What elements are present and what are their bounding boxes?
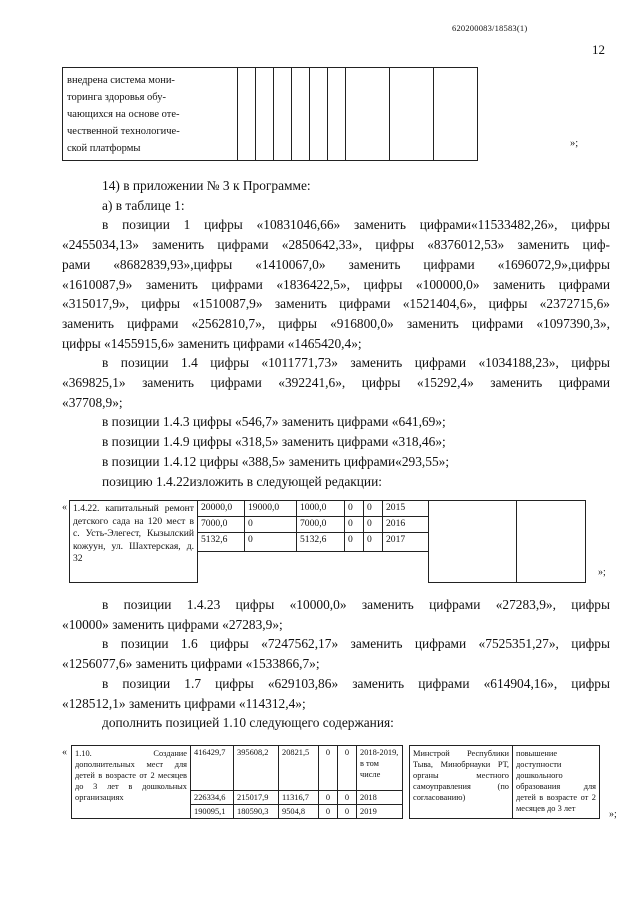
table-cell-empty (274, 68, 292, 161)
table-continuation (62, 67, 478, 161)
table-cell: 215017,9 (234, 791, 279, 805)
table-cell: 20000,0 (198, 501, 245, 517)
text-line: а) в таблице 1: (102, 197, 185, 213)
table-cell: 0 (345, 533, 364, 552)
table-cell: 180590,3 (234, 805, 279, 819)
table-cell-empty (517, 501, 586, 583)
text-line: «2455034,13» заменить цифрами «2850642,33», цифры «8376012,53» заменить циф- (62, 237, 610, 253)
amendment-text-block-2 (62, 595, 610, 733)
text-line: «315017,9», цифры «1510087,9» заменить цифрами «1521404,6», цифры «2372715,6» (62, 296, 610, 312)
closing-quote: »; (609, 809, 617, 820)
text-line: в позиции 1.4 цифры «1011771,73» заменить цифрами «1034188,23», цифры (102, 355, 610, 371)
table-cell: 7000,0 (198, 517, 245, 533)
table-cell-result: повышение доступности дошкольного образования для детей в возрасте от 2 месяцев до 3 лет (513, 746, 600, 819)
table-cell: 0 (364, 501, 383, 517)
cell-line: чественной технологиче- (67, 126, 180, 137)
cell-line: ской платформы (67, 143, 141, 154)
text-line: рами «8682839,93»,цифры «1410067,0» заменить цифрами «1696072,9»,цифры (62, 256, 610, 272)
text-line: в позиции 1.4.23 цифры «10000,0» заменить цифрами «27283,9», цифры (102, 597, 610, 612)
table-cell: 7000,0 (297, 517, 345, 533)
cell-line: торинга здоровья обу- (67, 92, 166, 103)
table-cell: 11316,7 (279, 791, 319, 805)
table-cell: 416429,7 (191, 746, 234, 791)
table-cell: 0 (245, 517, 297, 533)
text-line: в позиции 1.6 цифры «7247562,17» заменить цифрами «7525351,27», цифры (102, 636, 610, 652)
table-spacer (198, 552, 429, 583)
table-cell-empty (328, 68, 346, 161)
table-cell: 5132,6 (297, 533, 345, 552)
table-cell: 19000,0 (245, 501, 297, 517)
text-line: в позиции 1.4.9 цифры «318,5» заменить цифрами «318,46»; (102, 434, 446, 450)
table-cell: 0 (319, 746, 338, 791)
table-cell: 0 (364, 533, 383, 552)
table-cell: 0 (364, 517, 383, 533)
table-cell-year: 2017 (383, 533, 429, 552)
page-number: 12 (592, 42, 605, 57)
table-cell: 395608,2 (234, 746, 279, 791)
table-cell: 20821,5 (279, 746, 319, 791)
table-cell: 226334,6 (191, 791, 234, 805)
table-position-1-10 (71, 745, 600, 819)
closing-quote: »; (570, 138, 579, 149)
text-line: «1256077,6» заменить цифрами «1533866,7»; (62, 656, 320, 672)
table-cell: 0 (338, 805, 357, 819)
table-cell: 0 (245, 533, 297, 552)
table-cell: 0 (345, 501, 364, 517)
table-cell: 9504,8 (279, 805, 319, 819)
table-cell-empty (390, 68, 434, 161)
table-cell-year: 2016 (383, 517, 429, 533)
table-cell-executor: Минстрой Республики Тыва, Минобрнауки РТ, органы местного самоуправления (по согласованию) (410, 746, 513, 819)
table-cell-description (63, 68, 238, 161)
table-cell-empty (292, 68, 310, 161)
text-line: «1610087,9» заменить цифрами «1836422,5», цифры «100000,0» заменить цифрами (62, 276, 610, 292)
table-cell-year: 2019 (357, 805, 403, 819)
text-line: в позиции 1.4.3 цифры «546,7» заменить цифрами «641,69»; (102, 414, 446, 430)
document-id: 620200083/18583(1) (452, 23, 528, 33)
table-cell-empty (346, 68, 390, 161)
cell-line: чающихся на основе оте- (67, 109, 180, 120)
text-line: «128512,1» заменить цифрами «114312,4»; (62, 695, 306, 711)
cell-line: внедрена система мони- (67, 75, 175, 86)
table-cell-empty (434, 68, 478, 161)
text-line: 14) в приложении № 3 к Программе: (102, 178, 311, 193)
table-cell: 190095,1 (191, 805, 234, 819)
table-cell: 0 (338, 746, 357, 791)
table-cell-empty (238, 68, 256, 161)
text-line: «37708,9»; (62, 394, 123, 410)
text-line: позицию 1.4.22изложить в следующей редакции: (102, 473, 382, 489)
table-gap (403, 746, 410, 819)
table-cell-empty (429, 501, 517, 583)
opening-quote: « (62, 747, 67, 758)
table-cell: 0 (319, 791, 338, 805)
text-line: в позиции 1 цифры «10831046,66» заменить цифрами«11533482,26», цифры (102, 217, 610, 233)
table-cell-empty (256, 68, 274, 161)
table-cell-empty (310, 68, 328, 161)
table-position-1-4-22 (69, 500, 586, 583)
table-cell: 1000,0 (297, 501, 345, 517)
text-line: дополнить позицией 1.10 следующего содержания: (102, 715, 394, 731)
amendment-text-block-1 (62, 176, 610, 491)
text-line: «369825,1» заменить цифрами «392241,6», цифры «15292,4» заменить цифрами (62, 375, 610, 391)
text-line: заменить цифрами «2562810,7», цифры «916800,0» заменить цифрами «1097390,3», (62, 315, 610, 331)
opening-quote: « (62, 502, 67, 513)
table-cell: 5132,6 (198, 533, 245, 552)
text-line: цифры «1455915,6» заменить цифрами «1465420,4»; (62, 335, 362, 351)
text-line: в позиции 1.4.12 цифры «388,5» заменить цифрами«293,55»; (102, 453, 450, 469)
table-cell-position-name: 1.10. Создание дополнительных мест для детей в возрасте от 2 месяцев до 3 лет в дошкольных организациях (72, 746, 191, 819)
table-cell: 0 (319, 805, 338, 819)
table-cell-year: 2015 (383, 501, 429, 517)
text-line: в позиции 1.7 цифры «629103,86» заменить цифрами «614904,16», цифры (102, 675, 610, 691)
table-cell: 0 (345, 517, 364, 533)
text-line: «10000» заменить цифрами «27283,9»; (62, 616, 283, 632)
table-cell-position-name: 1.4.22. капитальный ремонт детского сада на 120 мест в с. Усть-Элегест, Кызылский кожуун, ул. Шахтерская, д. 32 (70, 501, 198, 583)
table-cell-year: 2018-2019, в том числе (357, 746, 403, 791)
table-cell-year: 2018 (357, 791, 403, 805)
table-cell: 0 (338, 791, 357, 805)
closing-quote: »; (598, 567, 606, 578)
